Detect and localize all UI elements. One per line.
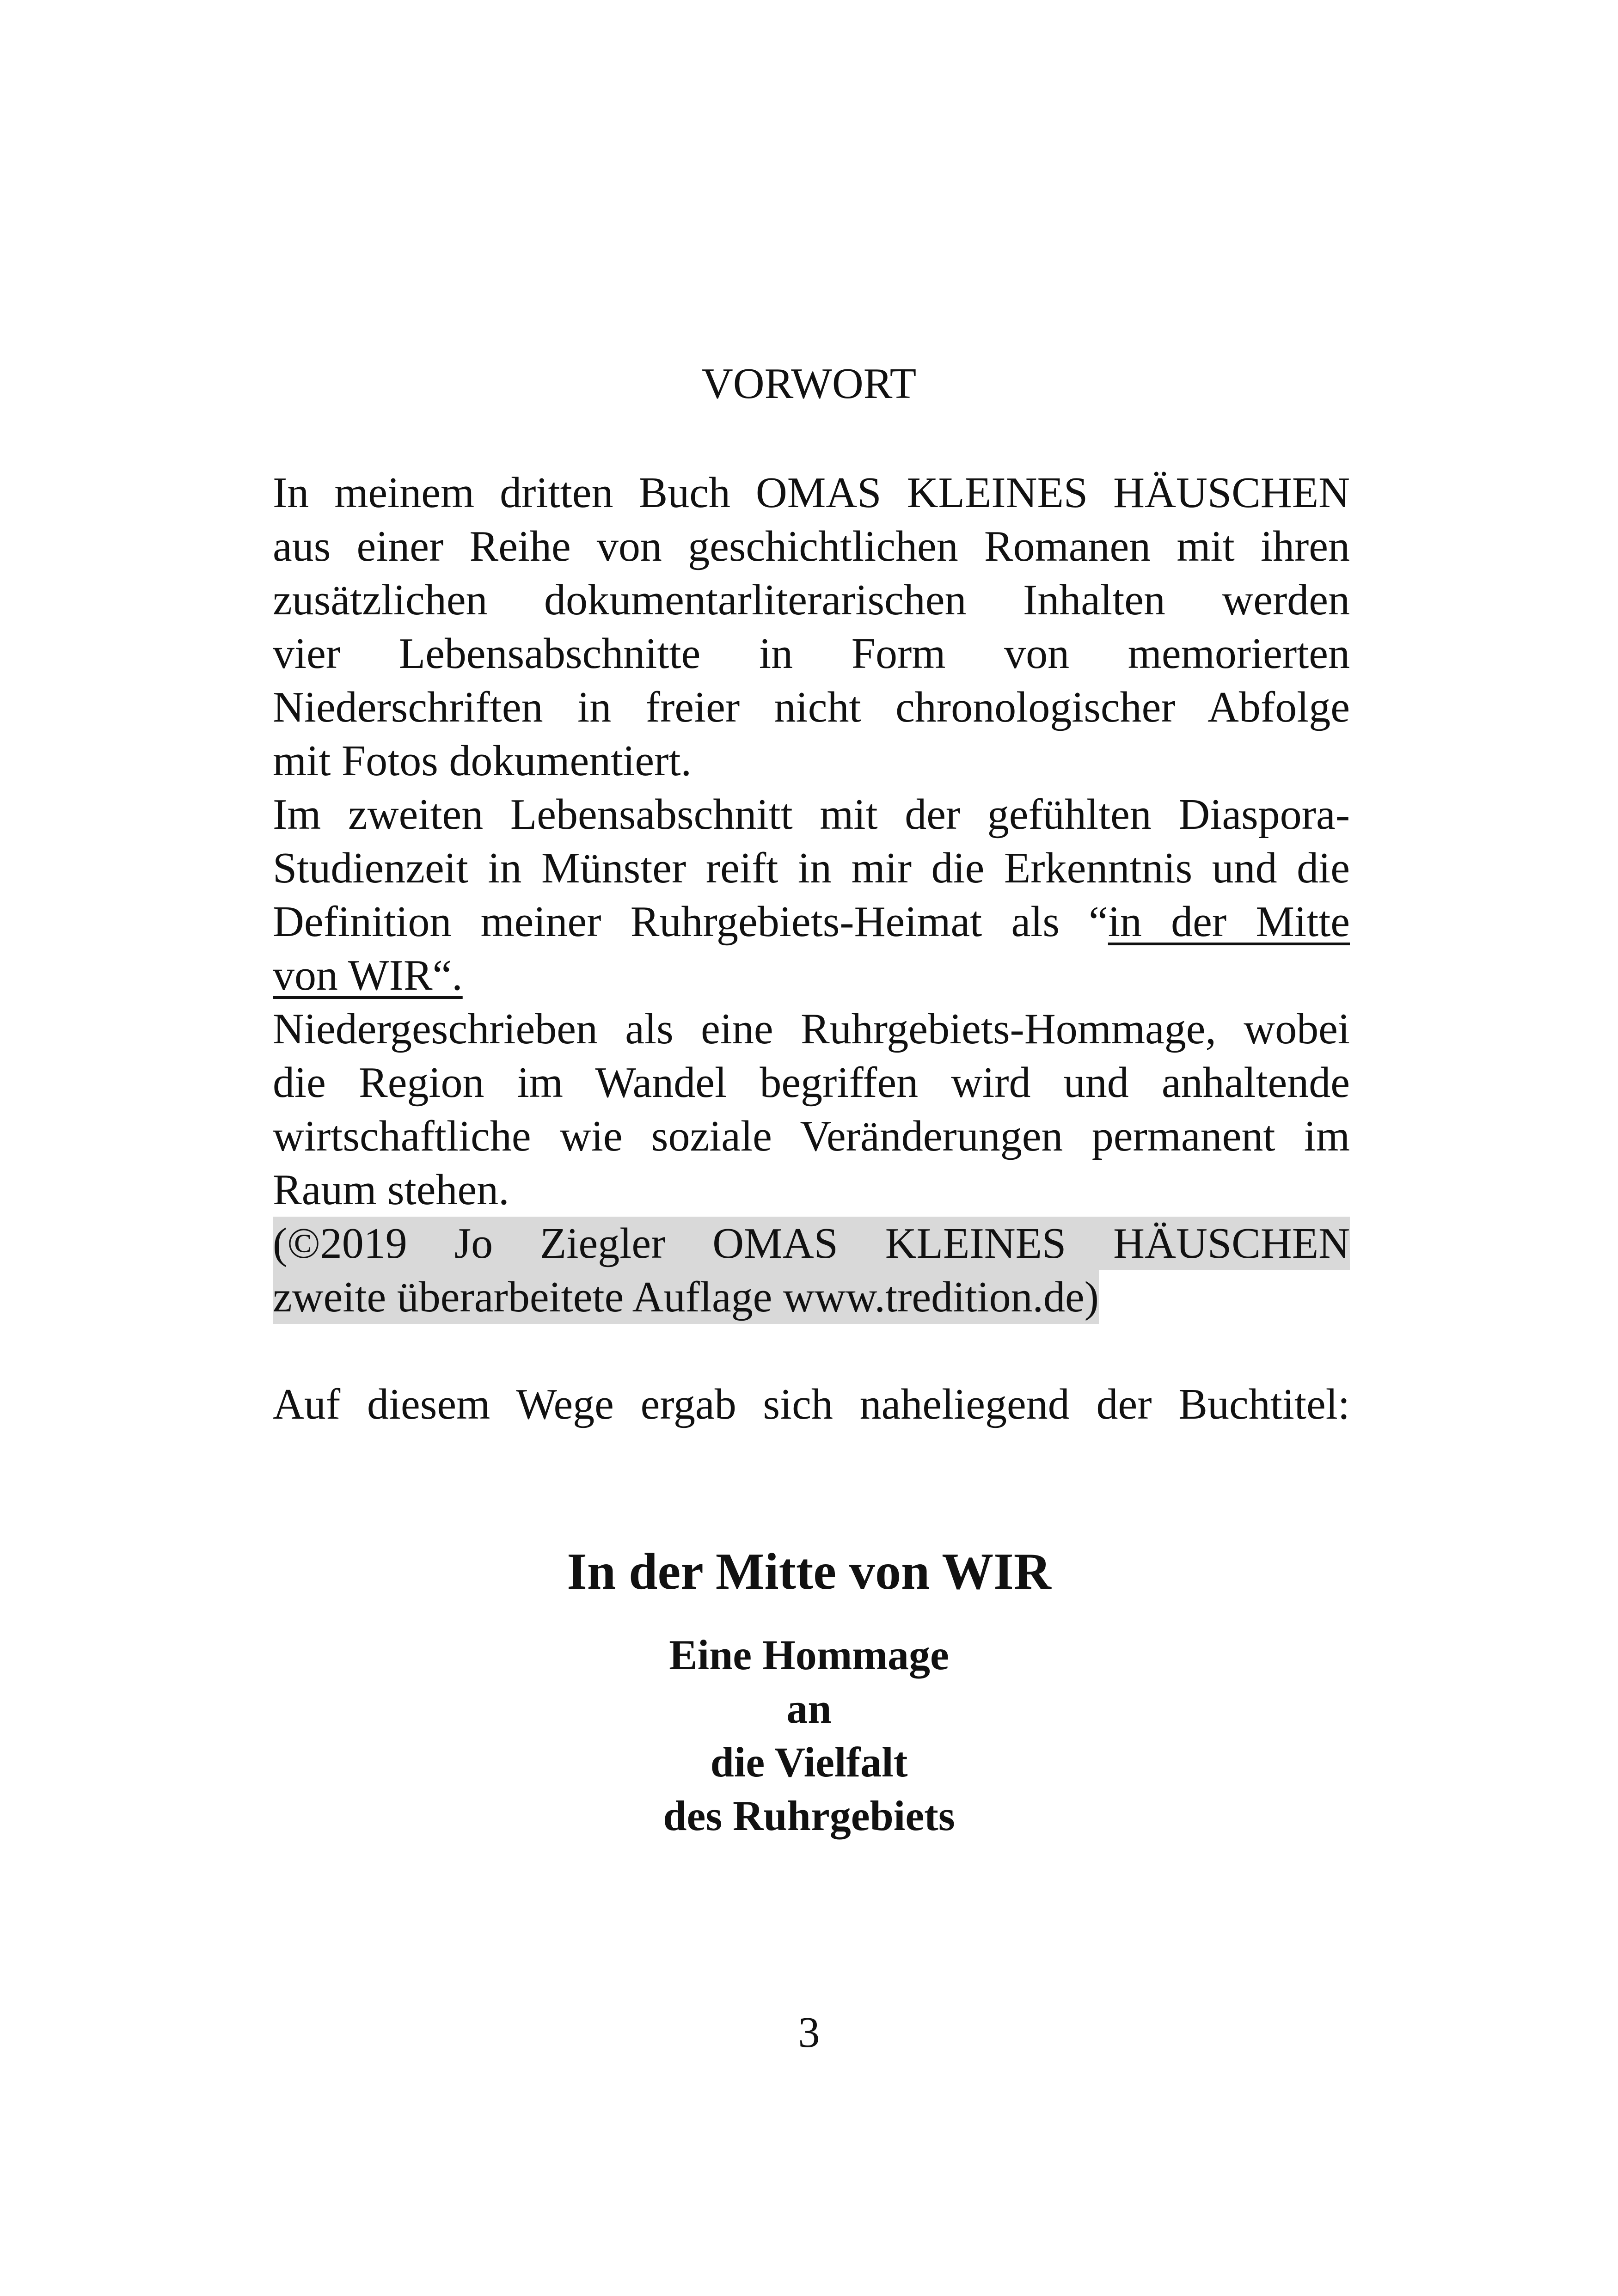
text-segment: Definition meiner Ruhrgebiets-Heimat als “ xyxy=(273,898,1108,946)
paragraph-2 xyxy=(273,788,1350,1002)
text-line: wirtschaftliche wie soziale Veränderungen permanent im xyxy=(273,1112,1350,1160)
foreword-text xyxy=(273,466,1350,1431)
paragraph-3 xyxy=(273,1002,1350,1217)
paragraph-1 xyxy=(273,466,1350,788)
subtitle-line: die Vielfalt xyxy=(710,1739,908,1786)
text-line: In meinem dritten Buch OMAS KLEINES HÄUSCHEN xyxy=(273,469,1350,517)
text-line: Im zweiten Lebensabschnitt mit der gefühlten Diaspora- xyxy=(273,790,1350,839)
citation-line: (©2019 Jo Ziegler OMAS KLEINES HÄUSCHEN xyxy=(273,1217,1350,1270)
underlined-reference: von WIR“. xyxy=(273,951,463,999)
book-title: In der Mitte von WIR xyxy=(567,1543,1051,1600)
paragraph-spacer xyxy=(273,1324,1350,1378)
citation-block xyxy=(273,1217,1350,1324)
citation-line-wrapper xyxy=(273,1270,1350,1324)
subtitle-line: an xyxy=(786,1685,832,1732)
text-line-with-reference xyxy=(273,895,1350,949)
text-line: Raum stehen. xyxy=(273,1166,509,1214)
subtitle-line: des Ruhrgebiets xyxy=(663,1792,955,1839)
book-subtitle xyxy=(0,1628,1618,1843)
text-line: die Region im Wandel begriffen wird und anhaltende xyxy=(273,1059,1350,1107)
text-line: aus einer Reihe von geschichtlichen Romanen mit ihren xyxy=(273,522,1350,570)
text-line: mit Fotos dokumentiert. xyxy=(273,737,692,785)
text-line: Studienzeit in Münster reift in mir die Erkenntnis und die xyxy=(273,844,1350,892)
citation-line: zweite überarbeitete Auflage www.tredition.de) xyxy=(273,1270,1099,1324)
page-number: 3 xyxy=(798,2008,820,2057)
text-line: Niederschriften in freier nicht chronologischer Abfolge xyxy=(273,683,1350,731)
underlined-reference: in der Mitte xyxy=(1108,898,1350,946)
text-line: vier Lebensabschnitte in Form von memorierten xyxy=(273,630,1350,678)
text-line xyxy=(273,949,1350,1002)
page-heading: VORWORT xyxy=(701,360,917,408)
intro-line: Auf diesem Wege ergab sich naheliegend der Buchtitel: xyxy=(273,1380,1350,1428)
text-line: Niedergeschrieben als eine Ruhrgebiets-Hommage, wobei xyxy=(273,1005,1350,1053)
subtitle-line: Eine Hommage xyxy=(669,1631,949,1678)
intro-paragraph xyxy=(273,1378,1350,1431)
text-line: zusätzlichen dokumentarliterarischen Inhalten werden xyxy=(273,576,1350,624)
